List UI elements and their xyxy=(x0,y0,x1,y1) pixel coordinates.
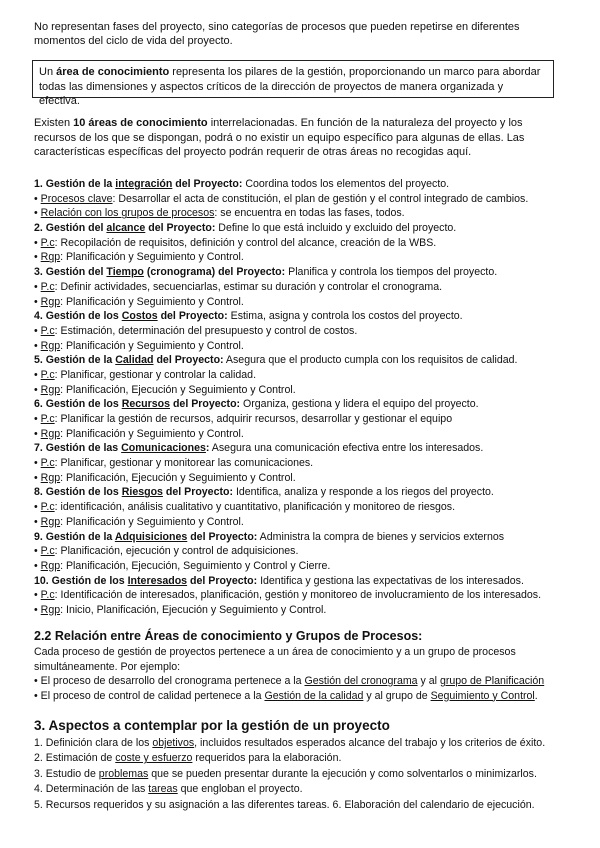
aspect-item: 5. Recursos requeridos y su asignación a las diferentes tareas. 6. Elaboración del calendario de ejecución. xyxy=(34,798,535,811)
area-description: Administra la compra de bienes y servicios externos xyxy=(257,530,505,543)
paragraph-bold: 10 áreas de conocimiento xyxy=(73,117,208,129)
aspect-text: 3. Estudio de xyxy=(34,767,99,780)
bullet-label: Rgp xyxy=(40,295,61,308)
bullet-label: P.c xyxy=(40,589,55,602)
bullet-text: : Estimación, determinación del presupuesto y control de costos. xyxy=(54,324,358,337)
definition-line xyxy=(39,65,547,80)
bullet-text: : Planificar la gestión de recursos, adquirir recursos, desarrollar y gestionar el equipo xyxy=(54,413,453,425)
bullet: • xyxy=(34,457,38,470)
bullet: • xyxy=(34,192,38,205)
area-bullet xyxy=(34,544,584,559)
area-number: 6. Gestión de los Recursos del Proyecto: xyxy=(34,398,241,411)
area-heading xyxy=(34,221,584,236)
area-key: Calidad xyxy=(115,354,154,367)
area-description: Define lo que está incluido y excluido del proyecto. xyxy=(215,222,457,235)
aspect-text: 1. Definición clara de los xyxy=(34,737,153,749)
aspect-text: requeridos para la elaboración. xyxy=(192,752,342,765)
bullet: • xyxy=(34,427,38,440)
area-key: Adquisiciones xyxy=(114,530,188,543)
area-number: 9. Gestión de la Adquisiciones del Proyecto: xyxy=(34,530,258,543)
area-bullet xyxy=(34,500,584,515)
bullet-label: P.c xyxy=(40,368,55,381)
intro-line: No representan fases del proyecto, sino categorías de procesos que pueden repetirse en diferentes xyxy=(34,21,520,33)
area-heading xyxy=(34,485,584,500)
bullet-text: : Planificar, gestionar y monitorear las comunicaciones. xyxy=(54,457,314,470)
section-heading-3: 3. Aspectos a contemplar por la gestión de un proyecto xyxy=(34,718,390,733)
areas-intro-paragraph xyxy=(34,116,579,160)
intro-line: momentos del ciclo de vida del proyecto. xyxy=(34,35,233,47)
area-description: Organiza, gestiona y lidera el equipo del proyecto. xyxy=(240,398,479,411)
area-description: Identifica y gestiona las expectativas de los interesados. xyxy=(257,574,524,587)
bullet: • xyxy=(34,383,38,396)
bullet-label: Procesos clave xyxy=(40,192,113,205)
area-number: 7. Gestión de las Comunicaciones: xyxy=(34,442,210,455)
area-bullet xyxy=(34,206,584,221)
area-bullet xyxy=(34,236,584,251)
aspect-underlined: tareas xyxy=(148,783,178,796)
bullet-text: : Definir actividades, secuenciarlas, estimar su duración y controlar el cronograma. xyxy=(54,280,443,293)
bullet-text: : Planificación, ejecución y control de adquisiciones. xyxy=(54,545,299,558)
area-number: 3. Gestión del Tiempo (cronograma) del Proyecto: xyxy=(34,266,286,279)
bullet-label: P.c xyxy=(40,501,55,514)
area-key: Interesados xyxy=(127,574,188,587)
bullet: • xyxy=(34,501,38,514)
area-description: Identifica, analiza y responde a los riegos del proyecto. xyxy=(233,486,494,499)
relation-example xyxy=(34,689,584,704)
bullet-label: Rgp xyxy=(40,515,61,528)
bullet-label: Rgp xyxy=(40,559,61,572)
area-description: Asegura una comunicación efectiva entre los interesados. xyxy=(209,442,484,455)
bullet-text: : Planificación, Ejecución y Seguimiento y Control. xyxy=(60,471,296,484)
aspect-text: que engloban el proyecto. xyxy=(177,783,303,796)
bullet-label: P.c xyxy=(40,457,55,470)
aspect-item xyxy=(34,782,594,797)
area-heading xyxy=(34,177,584,192)
example-text: . xyxy=(534,689,538,702)
area-heading xyxy=(34,353,584,368)
relation-line: simultáneamente. Por ejemplo: xyxy=(34,660,181,673)
relation-example xyxy=(34,674,584,689)
bullet-label: Rgp xyxy=(40,603,61,616)
bullet-text: : identificación, análisis cualitativo y cuantitativo, planificación y monitoreo de riesgos. xyxy=(54,501,456,514)
bullet: • xyxy=(34,295,38,308)
area-heading xyxy=(34,265,584,280)
area-heading xyxy=(34,309,584,324)
aspect-underlined: coste y esfuerzo xyxy=(115,752,193,765)
bullet-label: P.c xyxy=(40,324,55,337)
area-heading xyxy=(34,574,584,589)
bullet-text: : Planificación y Seguimiento y Control. xyxy=(60,251,244,264)
bullet-text: : se encuentra en todas las fases, todos. xyxy=(214,207,405,220)
bullet-label: Rgp xyxy=(40,427,61,440)
aspect-text: que se pueden presentar durante la ejecución y como solventarlos o minimizarlos. xyxy=(148,767,537,780)
area-number: 1. Gestión de la integración del Proyecto: xyxy=(34,178,243,190)
bullet-text: : Desarrollar el acta de constitución, el plan de gestión y el control integrado de cambios. xyxy=(112,192,529,205)
example-text: El proceso de control de calidad pertenece a la xyxy=(40,689,265,702)
section-heading-2-2: 2.2 Relación entre Áreas de conocimiento y Grupos de Procesos: xyxy=(34,629,423,643)
example-text: y al grupo de xyxy=(363,689,431,702)
bullet: • xyxy=(34,413,38,425)
area-key: integración xyxy=(115,178,173,190)
bullet-text: : Planificación y Seguimiento y Control. xyxy=(60,295,244,308)
bullet-label: P.c xyxy=(40,413,55,425)
bullet: • xyxy=(34,603,38,616)
area-bullet xyxy=(34,588,584,603)
area-number: 4. Gestión de los Costos del Proyecto: xyxy=(34,310,228,323)
area-description: Coordina todos los elementos del proyecto. xyxy=(242,178,450,190)
area-heading xyxy=(34,397,584,412)
area-bullet xyxy=(34,412,584,427)
area-number: 5. Gestión de la Calidad del Proyecto: xyxy=(34,354,224,367)
bullet: • xyxy=(34,280,38,293)
area-bullet xyxy=(34,383,584,398)
aspect-item xyxy=(34,736,594,751)
paragraph-line: características específicas del proyecto podrán requerir de otras áreas no recogidas aquí. xyxy=(34,146,472,158)
definition-term: área de conocimiento xyxy=(56,66,170,78)
area-heading xyxy=(34,441,584,456)
aspect-text: , incluidos resultados esperados alcance del trabajo y los criterios de éxito. xyxy=(194,737,546,749)
area-key: alcance xyxy=(106,222,146,235)
bullet: • xyxy=(34,515,38,528)
aspects-list xyxy=(34,736,594,813)
bullet-label: Rgp xyxy=(40,383,61,396)
area-description: Estima, asigna y controla los costos del proyecto. xyxy=(227,310,463,323)
area-bullet xyxy=(34,603,584,618)
paragraph-line xyxy=(34,116,579,131)
area-number: 10. Gestión de los Interesados del Proyecto: xyxy=(34,574,258,587)
example-underlined: grupo de Planificación xyxy=(439,675,545,687)
definition-box xyxy=(32,60,554,107)
paragraph-line: recursos de los que se dispongan, podrá o no existir un equipo específico para algunas de ellas. Las xyxy=(34,131,525,144)
bullet: • xyxy=(34,559,38,572)
area-key: Comunicaciones xyxy=(121,442,206,455)
area-number: 2. Gestión del alcance del Proyecto: xyxy=(34,222,216,235)
bullet-label: P.c xyxy=(40,545,55,558)
area-bullet xyxy=(34,368,584,383)
area-description: Asegura que el producto cumpla con los requisitos de calidad. xyxy=(223,354,518,367)
area-bullet xyxy=(34,295,584,310)
bullet-text: : Planificar, gestionar y controlar la calidad. xyxy=(54,368,257,381)
bullet-label: Relación con los grupos de procesos xyxy=(40,207,215,220)
bullet: • xyxy=(34,339,38,352)
bullet: • xyxy=(34,589,38,602)
area-bullet xyxy=(34,192,584,207)
aspect-underlined: objetivos xyxy=(152,737,195,749)
bullet-text: : Inicio, Planificación, Ejecución y Seguimiento y Control. xyxy=(60,603,327,616)
bullet-text: : Recopilación de requisitos, definición y control del alcance, creación de la WBS. xyxy=(54,236,437,249)
definition-rest: representa los pilares de la gestión, proporcionando un marco para abordar xyxy=(169,66,541,78)
bullet-label: Rgp xyxy=(40,251,61,264)
bullet-text: : Planificación, Ejecución, Seguimiento y Control y Cierre. xyxy=(60,559,331,572)
bullet: • xyxy=(34,251,38,264)
area-key: Costos xyxy=(121,310,158,323)
relation-section xyxy=(34,645,584,703)
bullet-text: : Planificación, Ejecución y Seguimiento y Control. xyxy=(60,383,296,396)
area-key: Recursos xyxy=(121,398,171,411)
definition-prefix: Un xyxy=(39,66,57,78)
aspect-underlined: problemas xyxy=(98,767,149,780)
bullet: • xyxy=(34,207,38,220)
example-text: y al xyxy=(417,675,440,687)
bullet: • xyxy=(34,675,38,687)
bullet: • xyxy=(34,368,38,381)
area-description: Planifica y controla los tiempos del proyecto. xyxy=(285,266,498,279)
bullet-text: : Identificación de interesados, planificación, gestión y monitoreo de involucramiento de los interesados. xyxy=(54,589,542,602)
area-heading xyxy=(34,530,584,545)
area-key: Riesgos xyxy=(121,486,163,499)
relation-line: Cada proceso de gestión de proyectos pertenece a un área de conocimiento y a un grupo de procesos xyxy=(34,646,516,658)
example-text: El proceso de desarrollo del cronograma pertenece a la xyxy=(40,675,305,687)
area-bullet xyxy=(34,427,584,442)
bullet-text: : Planificación y Seguimiento y Control. xyxy=(60,339,244,352)
example-underlined: Gestión del cronograma xyxy=(304,675,418,687)
bullet-text: : Planificación y Seguimiento y Control. xyxy=(60,427,244,440)
aspect-item xyxy=(34,751,594,766)
aspect-text: 2. Estimación de xyxy=(34,752,116,765)
aspect-text: 4. Determinación de las xyxy=(34,783,149,796)
bullet: • xyxy=(34,471,38,484)
bullet-label: P.c xyxy=(40,280,55,293)
area-bullet xyxy=(34,515,584,530)
knowledge-areas-list xyxy=(34,177,584,618)
paragraph-prefix: Existen xyxy=(34,117,74,129)
definition-line: todas las dimensiones y aspectos críticos de la dirección de proyectos de manera organizada y efectiva. xyxy=(39,80,504,107)
area-number: 8. Gestión de los Riesgos del Proyecto: xyxy=(34,486,233,499)
bullet-text: : Planificación y Seguimiento y Control. xyxy=(60,515,244,528)
bullet: • xyxy=(34,545,38,558)
area-bullet xyxy=(34,324,584,339)
aspect-item xyxy=(34,767,594,782)
bullet-label: P.c xyxy=(40,236,55,249)
bullet: • xyxy=(34,324,38,337)
area-bullet xyxy=(34,456,584,471)
area-bullet xyxy=(34,280,584,295)
bullet-label: Rgp xyxy=(40,471,61,484)
area-bullet xyxy=(34,250,584,265)
area-bullet xyxy=(34,471,584,486)
bullet: • xyxy=(34,236,38,249)
area-key: Tiempo xyxy=(106,266,144,279)
area-bullet xyxy=(34,559,584,574)
paragraph-rest: interrelacionadas. En función de la naturaleza del proyecto y los xyxy=(207,117,523,129)
bullet-label: Rgp xyxy=(40,339,61,352)
area-bullet xyxy=(34,339,584,354)
example-underlined: Gestión de la calidad xyxy=(264,689,364,702)
intro-text xyxy=(34,20,574,48)
example-underlined: Seguimiento y Control xyxy=(430,689,535,702)
bullet: • xyxy=(34,689,38,702)
